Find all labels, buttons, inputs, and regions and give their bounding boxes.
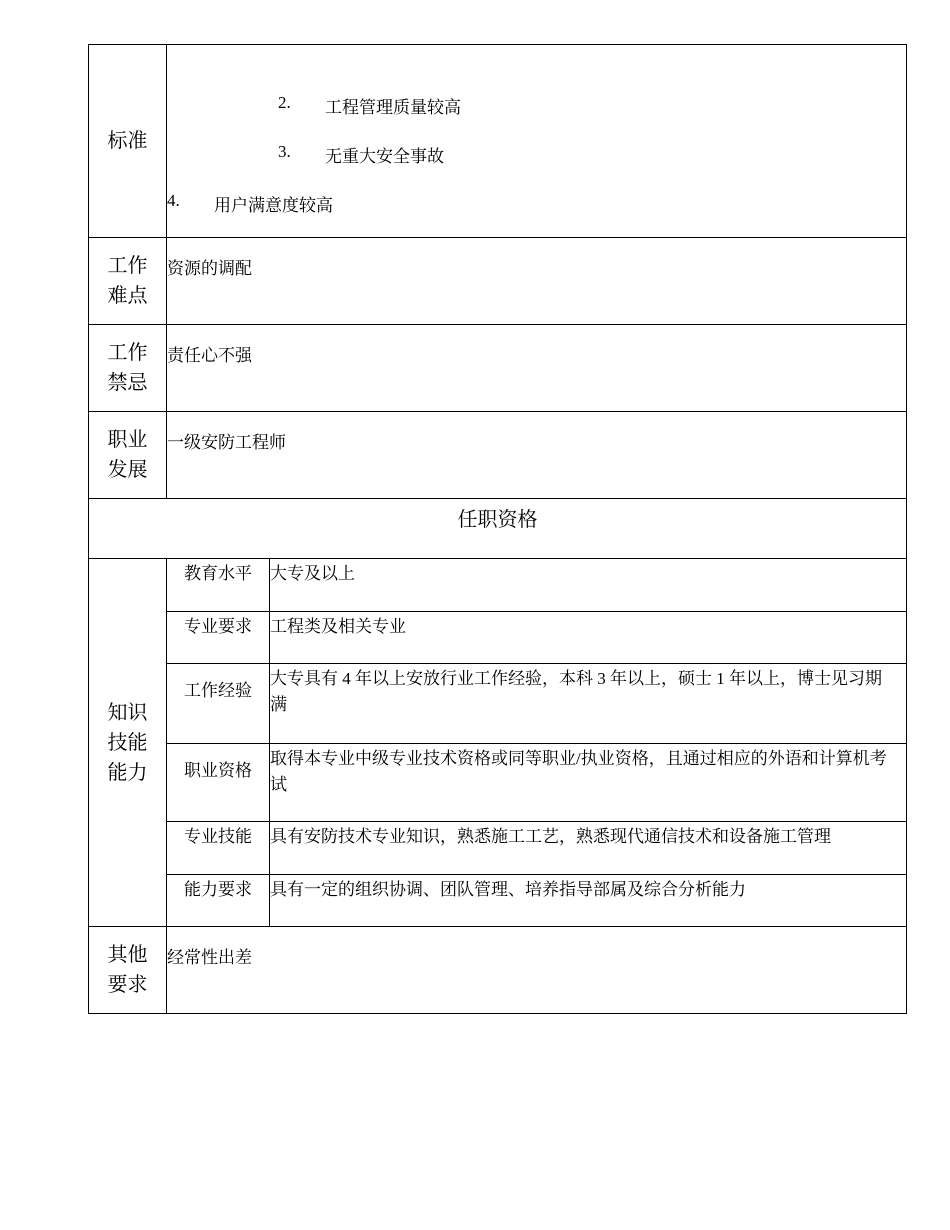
standard-label: 标准 [89, 45, 167, 238]
qualification-value: 具有安防技术专业知识，熟悉施工工艺，熟悉现代通信技术和设备施工管理 [270, 821, 907, 874]
job-description-table [88, 44, 907, 1014]
qualification-key: 工作经验 [167, 663, 270, 743]
table-row [167, 821, 906, 874]
career-content: 一级安防工程师 [167, 412, 907, 499]
qualification-value: 大专具有 4 年以上安放行业工作经验，本科 3 年以上，硕士 1 年以上，博士见习期满 [270, 663, 907, 743]
qualification-content [167, 559, 907, 927]
table-row [167, 611, 906, 663]
qualification-key: 能力要求 [167, 874, 270, 926]
qualification-value: 大专及以上 [270, 559, 907, 611]
taboo-content: 责任心不强 [167, 325, 907, 412]
difficulty-content: 资源的调配 [167, 238, 907, 325]
qualification-label: 知识 技能 能力 [89, 559, 167, 927]
other-label: 其他 要求 [89, 927, 167, 1014]
standard-content: 2. 工程管理质量较高 3. 无重大安全事故 4. 用户满意度较高 [167, 45, 907, 238]
qualification-key: 专业技能 [167, 821, 270, 874]
table-row [167, 559, 906, 611]
table-row [167, 663, 906, 743]
other-content: 经常性出差 [167, 927, 907, 1014]
career-label: 职业 发展 [89, 412, 167, 499]
taboo-label: 工作 禁忌 [89, 325, 167, 412]
qualification-value: 取得本专业中级专业技术资格或同等职业/执业资格，且通过相应的外语和计算机考试 [270, 743, 907, 821]
qualification-value: 工程类及相关专业 [270, 611, 907, 663]
qualification-heading: 任职资格 [89, 499, 907, 559]
qualification-key: 职业资格 [167, 743, 270, 821]
qualification-value: 具有一定的组织协调、团队管理、培养指导部属及综合分析能力 [270, 879, 746, 899]
table-row [167, 743, 906, 821]
qualification-key: 教育水平 [167, 559, 270, 611]
qualification-key: 专业要求 [167, 611, 270, 663]
difficulty-label: 工作 难点 [89, 238, 167, 325]
table-row [167, 874, 906, 926]
